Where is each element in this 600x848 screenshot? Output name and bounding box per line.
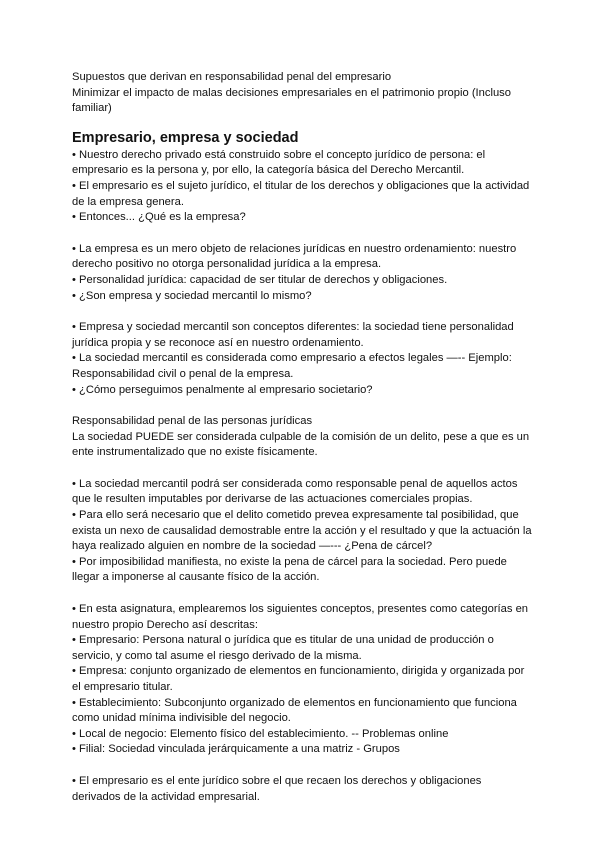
bullet-item: • La sociedad mercantil podrá ser considerada como responsable penal de aquellos actos que le resulten imputables por derivarse de las actuaciones comerciales propias. xyxy=(72,477,532,508)
bullet-item: • El empresario es el ente jurídico sobre el que recaen los derechos y obligaciones derivados de la actividad empresarial. xyxy=(72,774,532,805)
bullet-item: • Establecimiento: Subconjunto organizado de elementos en funcionamiento que funciona como unidad mínima indivisible del negocio. xyxy=(72,696,532,727)
bullet-item: • El empresario es el sujeto jurídico, el titular de los derechos y obligaciones que la actividad de la empresa genera. xyxy=(72,179,532,210)
bullet-item: • Empresa y sociedad mercantil son conceptos diferentes: la sociedad tiene personalidad jurídica propia y se reconoce así en nuestro ordenamiento. xyxy=(72,320,532,351)
intro-line-1: Supuestos que derivan en responsabilidad penal del empresario xyxy=(72,71,392,83)
paragraph-spacer xyxy=(72,304,532,320)
bullet-item: • Personalidad jurídica: capacidad de ser titular de derechos y obligaciones. xyxy=(72,273,532,289)
bullet-item: • ¿Cómo perseguimos penalmente al empresario societario? xyxy=(72,383,532,399)
document-page xyxy=(72,70,532,805)
paragraph-spacer xyxy=(72,586,532,602)
bullet-item: • Local de negocio: Elemento físico del establecimiento. -- Problemas online xyxy=(72,727,532,743)
bullet-item: • Entonces... ¿Qué es la empresa? xyxy=(72,210,532,226)
bullet-item: • Filial: Sociedad vinculada jerárquicamente a una matriz - Grupos xyxy=(72,742,532,758)
intro-line-2: Minimizar el impacto de malas decisiones empresariales en el patrimonio propio (Incluso familiar) xyxy=(72,86,511,115)
paragraph-spacer xyxy=(72,461,532,477)
paragraph-spacer xyxy=(72,398,532,414)
bullet-item: • Empresario: Persona natural o jurídica que es titular de una unidad de producción o servicio, y como tal asume el riesgo derivado de la misma. xyxy=(72,633,532,664)
bullet-item: • Nuestro derecho privado está construido sobre el concepto jurídico de persona: el empresario es la persona y, por ello, la categoría básica del Derecho Mercantil. xyxy=(72,148,532,179)
paragraph-text: La sociedad PUEDE ser considerada culpable de la comisión de un delito, pese a que es un ente instrumentalizado que no existe físicamente. xyxy=(72,430,530,459)
bullet-item: • Para ello será necesario que el delito cometido prevea expresamente tal posibilidad, que exista un nexo de causalidad demostrable entre la acción y el resultado y que la actuación la haya realizado alguien en nombre de la sociedad —--- ¿Pena de cárcel? xyxy=(72,508,532,555)
bullet-item: • La sociedad mercantil es considerada como empresario a efectos legales —-- Ejemplo: Responsabilidad civil o penal de la empresa. xyxy=(72,351,532,382)
paragraph-spacer xyxy=(72,226,532,242)
bullet-item: • En esta asignatura, emplearemos los siguientes conceptos, presentes como categorías en nuestro propio Derecho así descritas: xyxy=(72,602,532,633)
bullet-item: • Por imposibilidad manifiesta, no existe la pena de cárcel para la sociedad. Pero puede llegar a imponerse al causante físico de la acción. xyxy=(72,555,532,586)
bullet-item: • ¿Son empresa y sociedad mercantil lo mismo? xyxy=(72,289,532,305)
bullet-item: • Empresa: conjunto organizado de elementos en funcionamiento, dirigida y organizada por el empresario titular. xyxy=(72,664,532,695)
bullet-item: • La empresa es un mero objeto de relaciones jurídicas en nuestro ordenamiento: nuestro derecho positivo no otorga personalidad jurídica a la empresa. xyxy=(72,242,532,273)
section-subtitle-responsabilidad: Responsabilidad penal de las personas jurídicas xyxy=(72,415,313,428)
paragraph-spacer xyxy=(72,758,532,774)
section-heading-empresario: Empresario, empresa y sociedad xyxy=(72,129,299,146)
